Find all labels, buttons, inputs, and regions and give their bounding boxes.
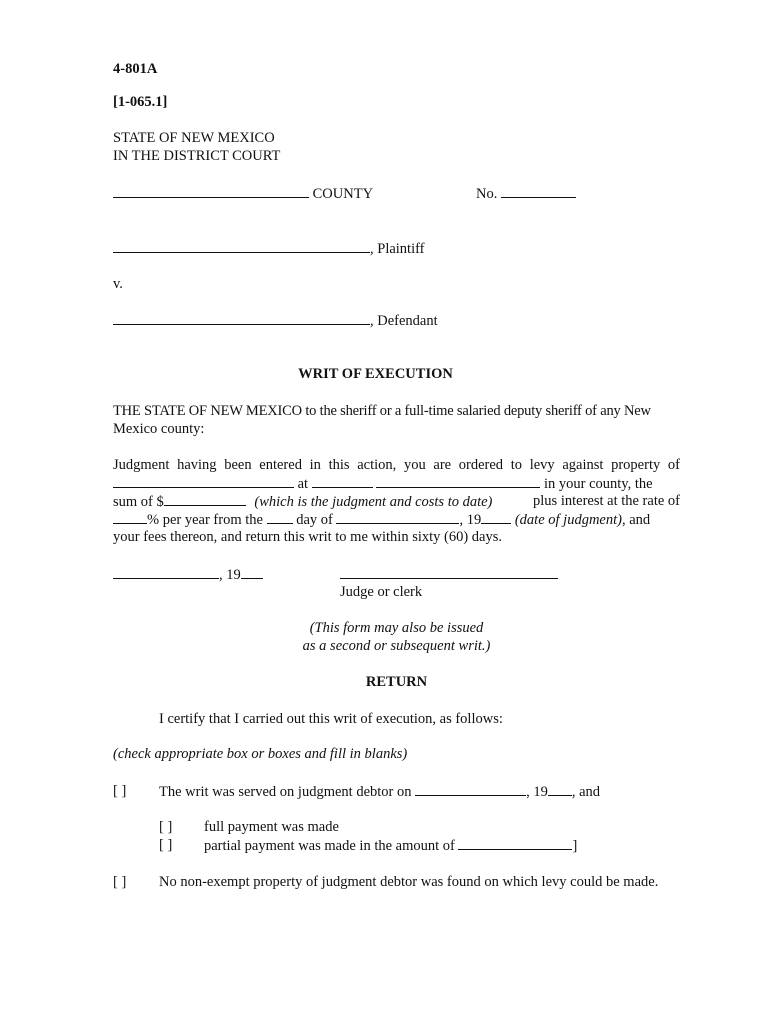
which-is-note: (which is the judgment and costs to date) [254,494,493,510]
judge-label: Judge or clerk [340,584,423,600]
rule-number: [1-065.1] [113,94,168,110]
year-blank[interactable] [481,510,511,524]
partial-payment-checkbox[interactable]: [ ] [159,837,173,853]
comma-19-label: , 19 [459,512,482,528]
defendant-blank[interactable] [113,311,370,325]
plaintiff-blank[interactable] [113,239,370,253]
sum-blank[interactable] [164,492,246,506]
day-of-label: day of [296,512,333,528]
note-line-2: as a second or subsequent writ.) [302,638,491,654]
versus: v. [113,276,123,292]
no-property-text: No non-exempt property of judgment debtor was found on which levy could be made. [159,874,659,890]
date-of-judgment-note: (date of judgment) [514,512,622,528]
served-checkbox[interactable]: [ ] [113,783,127,799]
served-19: , 19 [526,784,548,800]
signature-date-blank[interactable] [113,565,219,579]
judge-signature-blank[interactable] [340,565,558,579]
state-line: STATE OF NEW MEXICO [113,130,275,146]
form-number: 4-801A [113,61,158,77]
judgment-line-1: Judgment having been entered in this action, you are ordered to levy against property of [113,457,680,473]
signature-date-line [113,565,263,584]
certify-line: I certify that I carried out this writ of execution, as follows: [159,711,503,727]
case-number-blank[interactable] [501,184,576,198]
percent-label: % per year from the [147,512,263,528]
county-line [113,184,373,203]
debtor-name-blank[interactable] [113,474,294,488]
judgment-line-4 [113,510,650,529]
return-title: RETURN [365,674,428,690]
served-text: The writ was served on judgment debtor on [159,784,412,800]
plaintiff-line [113,239,425,258]
partial-payment-line [204,836,577,855]
intro-line-2: Mexico county: [113,421,205,437]
and-label: , and [621,512,651,528]
served-date-blank[interactable] [415,782,526,796]
no-label: No. [476,186,498,202]
no-property-checkbox[interactable]: [ ] [113,874,127,890]
served-line [159,782,600,801]
county-label: COUNTY [312,186,374,202]
judgment-line-2 [113,474,653,493]
judge-signature-line [340,565,558,584]
full-payment-text: full payment was made [204,819,339,835]
signature-year-blank[interactable] [241,565,263,579]
served-and: , and [571,784,601,800]
address-blank[interactable] [312,474,373,488]
at-label: at [297,476,309,492]
partial-payment-text: partial payment was made in the amount of [204,838,455,854]
defendant-line [113,311,438,330]
judgment-line-3 [113,492,680,511]
location-blank[interactable] [376,474,540,488]
signature-year-prefix: , 19 [219,567,241,583]
intro-line-1: THE STATE OF NEW MEXICO to the sheriff or a full-time salaried deputy sheriff of any New [113,403,651,419]
plus-interest-label: plus interest at the rate of [533,493,680,509]
rate-blank[interactable] [113,510,147,524]
month-blank[interactable] [336,510,459,524]
in-county-label: in your county, the [543,476,653,492]
defendant-label: , Defendant [370,313,438,329]
plaintiff-label: , Plaintiff [370,241,425,257]
court-line: IN THE DISTRICT COURT [113,148,281,164]
instruction-line: (check appropriate box or boxes and fill in blanks) [113,746,408,762]
day-blank[interactable] [267,510,293,524]
document-title: WRIT OF EXECUTION [298,366,453,382]
note-line-1: (This form may also be issued [309,620,484,636]
close-bracket: ] [572,838,578,854]
sum-of-label: sum of $ [113,494,164,510]
judgment-line-5: your fees thereon, and return this writ to me within sixty (60) days. [113,529,503,545]
county-blank[interactable] [113,184,309,198]
full-payment-checkbox[interactable]: [ ] [159,819,173,835]
served-year-blank[interactable] [548,782,572,796]
case-number-line [476,184,576,203]
partial-amount-blank[interactable] [458,836,572,850]
